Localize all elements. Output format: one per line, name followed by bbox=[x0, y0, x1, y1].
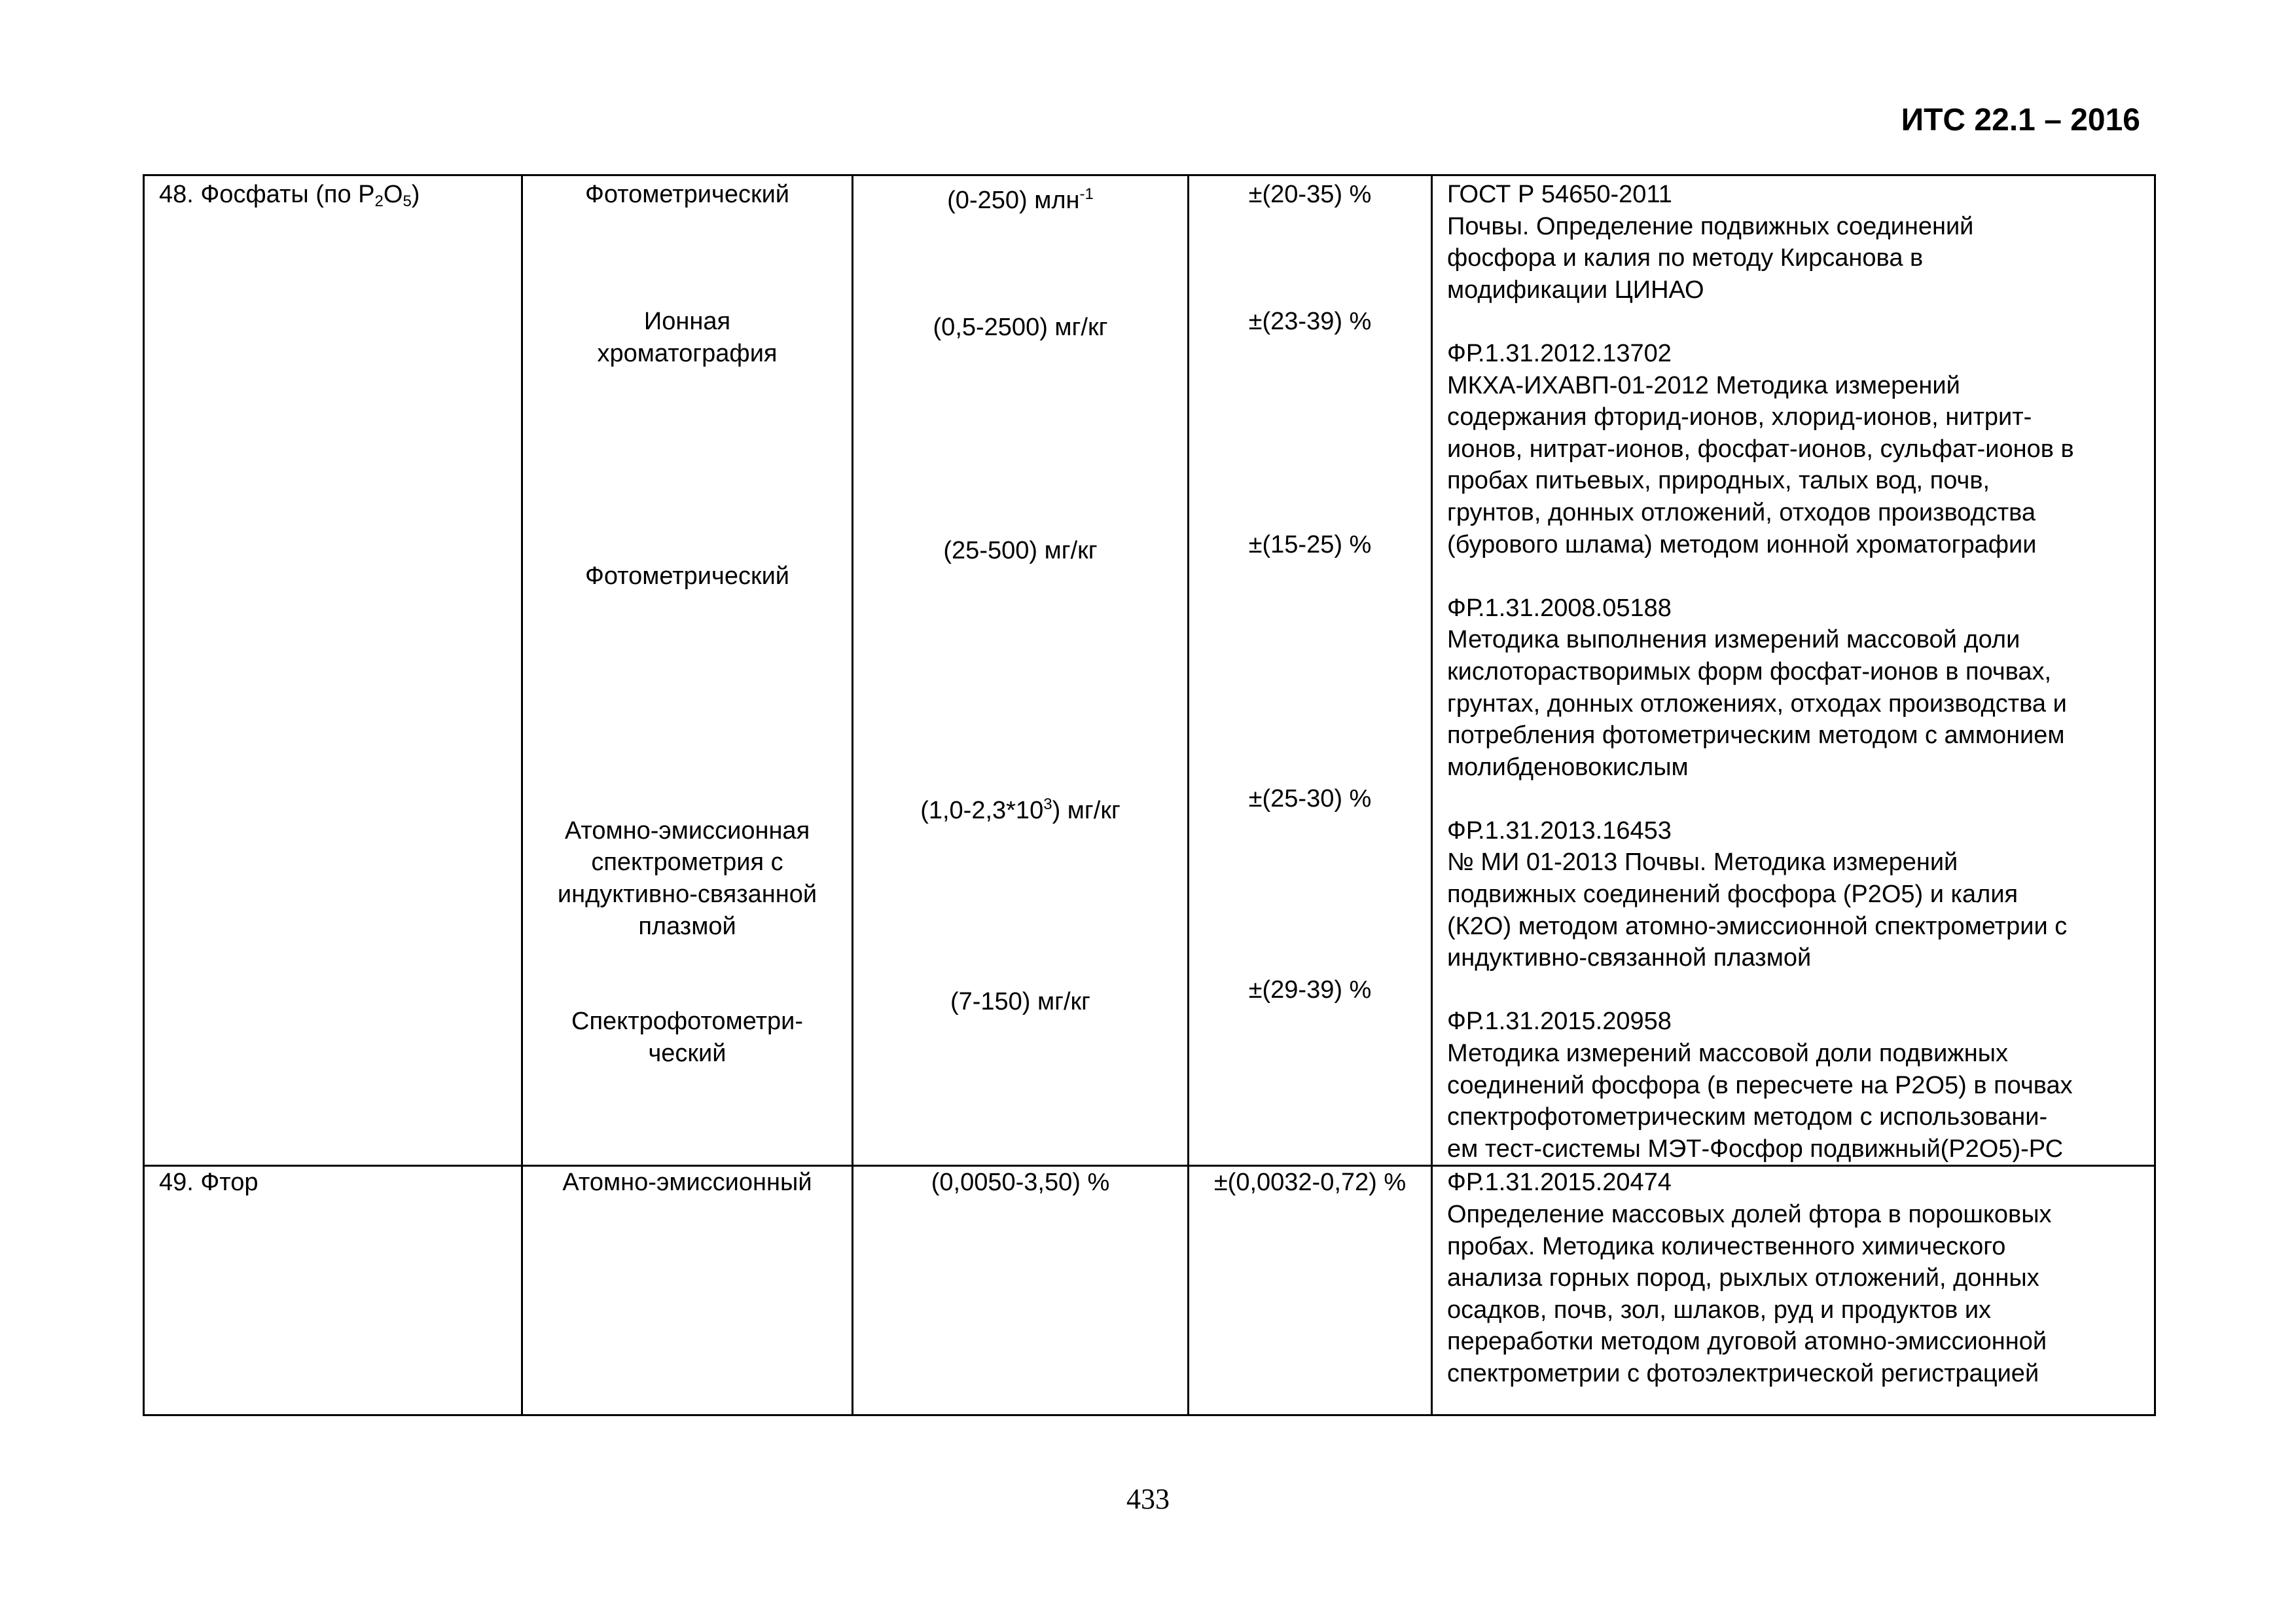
document-cell bbox=[1432, 1166, 2155, 1415]
doc-line-3: пробах. Методика количественного химического bbox=[1447, 1232, 2006, 1260]
doc-2-line-1: ФР.1.31.2012.13702 bbox=[1447, 339, 1672, 367]
doc-5-line-1: ФР.1.31.2015.20958 bbox=[1447, 1008, 1672, 1036]
method: Атомно-эмиссионный bbox=[562, 1169, 812, 1197]
doc-5-line-3: соединений фосфора (в пересчете на Р2О5) в почвах bbox=[1447, 1071, 2073, 1099]
doc-2-line-3: содержания фторид-ионов, хлорид-ионов, нитрит- bbox=[1447, 403, 2032, 431]
doc-3-line-1: ФР.1.31.2008.05188 bbox=[1447, 594, 1672, 622]
doc-4-line-2: № МИ 01-2013 Почвы. Методика измерений bbox=[1447, 848, 1958, 877]
substance-name: 48. Фосфаты (по $P_2O_5$) bbox=[159, 181, 420, 210]
doc-line-1: ФР.1.31.2015.20474 bbox=[1447, 1169, 1672, 1197]
substance-cell bbox=[144, 175, 522, 1166]
table-row-fluorine bbox=[144, 1166, 2155, 1415]
doc-2-line-6: грунтов, донных отложений, отходов производства bbox=[1447, 498, 2036, 526]
doc-line-4: анализа горных пород, рыхлых отложений, донных bbox=[1447, 1264, 2039, 1292]
range-1: (0-250) млн$^{-1}$ bbox=[947, 185, 1094, 214]
range-cell bbox=[853, 175, 1189, 1166]
range-5: (7-150) мг/кг bbox=[950, 987, 1091, 1015]
range-4: $(1,0-2,3*10^3)$ мг/кг bbox=[920, 795, 1121, 825]
error-3: ±(15-25) % bbox=[1248, 530, 1372, 558]
error-2: ±(23-39) % bbox=[1248, 308, 1372, 336]
doc-line-6: переработки методом дуговой атомно-эмиссионной bbox=[1447, 1328, 2047, 1356]
method-4-line-1: Атомно-эмиссионная bbox=[564, 816, 810, 845]
substance-name: 49. Фтор bbox=[159, 1169, 259, 1197]
doc-2-line-5: пробах питьевых, природных, талых вод, почв, bbox=[1447, 467, 1990, 495]
doc-5-line-2: Методика измерений массовой доли подвижных bbox=[1447, 1040, 2009, 1068]
method-cell bbox=[522, 175, 853, 1166]
doc-4-line-1: ФР.1.31.2013.16453 bbox=[1447, 816, 1672, 845]
error-4: ±(25-30) % bbox=[1248, 785, 1372, 813]
method-4-line-3: индуктивно-связанной bbox=[557, 881, 817, 909]
doc-1-line-3: фосфора и калия по методу Кирсанова в bbox=[1447, 244, 1924, 272]
method-3: Фотометрический bbox=[584, 562, 790, 591]
error-cell bbox=[1189, 1166, 1432, 1415]
doc-4-line-3: подвижных соединений фосфора (Р2О5) и калия bbox=[1447, 881, 2018, 909]
doc-line-2: Определение массовых долей фтора в порошковых bbox=[1447, 1201, 2052, 1228]
doc-line-7: спектрометрии с фотоэлектрической регистрацией bbox=[1447, 1359, 2039, 1387]
document-cell bbox=[1432, 175, 2155, 1166]
method-1: Фотометрический bbox=[584, 181, 790, 208]
method-cell bbox=[522, 1166, 853, 1415]
doc-2-line-7: (бурового шлама) методом ионной хроматографии bbox=[1447, 530, 2037, 558]
doc-3-line-3: кислоторастворимых форм фосфат-ионов в почвах, bbox=[1447, 657, 2052, 685]
doc-1-line-2: Почвы. Определение подвижных соединений bbox=[1447, 212, 1974, 240]
method-2-line-2: хроматография bbox=[597, 339, 778, 367]
document-code-header: ИТС 22.1 – 2016 bbox=[1901, 103, 2140, 137]
doc-1-line-4: модификации ЦИНАО bbox=[1447, 276, 1704, 304]
method-4-line-4: плазмой bbox=[638, 912, 736, 940]
error-1: ±(20-35) % bbox=[1248, 181, 1372, 208]
range-3: (25-500) мг/кг bbox=[943, 536, 1098, 564]
doc-line-5: осадков, почв, зол, шлаков, руд и продуктов их bbox=[1447, 1296, 1992, 1324]
doc-3-line-5: потребления фотометрическим методом с аммонием bbox=[1447, 721, 2065, 750]
method-4-line-2: спектрометрия с bbox=[591, 848, 783, 877]
error-cell bbox=[1189, 175, 1432, 1166]
doc-4-line-5: индуктивно-связанной плазмой bbox=[1447, 944, 1812, 972]
doc-3-line-6: молибденовокислым bbox=[1447, 753, 1689, 781]
substance-cell bbox=[144, 1166, 522, 1415]
page-number: 433 bbox=[1126, 1483, 1170, 1515]
doc-2-line-4: ионов, нитрат-ионов, фосфат-ионов, сульфат-ионов в bbox=[1447, 435, 2074, 463]
doc-1-line-1: ГОСТ Р 54650-2011 bbox=[1447, 181, 1672, 208]
doc-3-line-4: грунтах, донных отложениях, отходах производства и bbox=[1447, 689, 2067, 718]
error-5: ±(29-39) % bbox=[1248, 976, 1372, 1004]
doc-3-line-2: Методика выполнения измерений массовой доли bbox=[1447, 626, 2020, 654]
doc-5-line-4: спектрофотометрическим методом с использовани- bbox=[1447, 1103, 2048, 1131]
method-5-line-1: Спектрофотометри- bbox=[571, 1008, 803, 1036]
doc-4-line-4: (К2О) методом атомно-эмиссионной спектрометрии с bbox=[1447, 912, 2068, 940]
doc-2-line-2: МКХА-ИХАВП-01-2012 Методика измерений bbox=[1447, 371, 1960, 399]
method-2-line-1: Ионная bbox=[643, 308, 731, 336]
table-row-phosphates bbox=[144, 175, 2155, 1166]
doc-5-line-5: ем тест-системы МЭТ-Фосфор подвижный(Р2О5)-РС bbox=[1447, 1135, 2064, 1163]
range-2: (0,5-2500) мг/кг bbox=[933, 314, 1108, 342]
range-cell bbox=[853, 1166, 1189, 1415]
method-5-line-2: ческий bbox=[648, 1040, 726, 1068]
range: (0,0050-3,50) % bbox=[931, 1169, 1110, 1197]
methods-table bbox=[143, 174, 2156, 1416]
error: ±(0,0032-0,72) % bbox=[1213, 1169, 1407, 1197]
